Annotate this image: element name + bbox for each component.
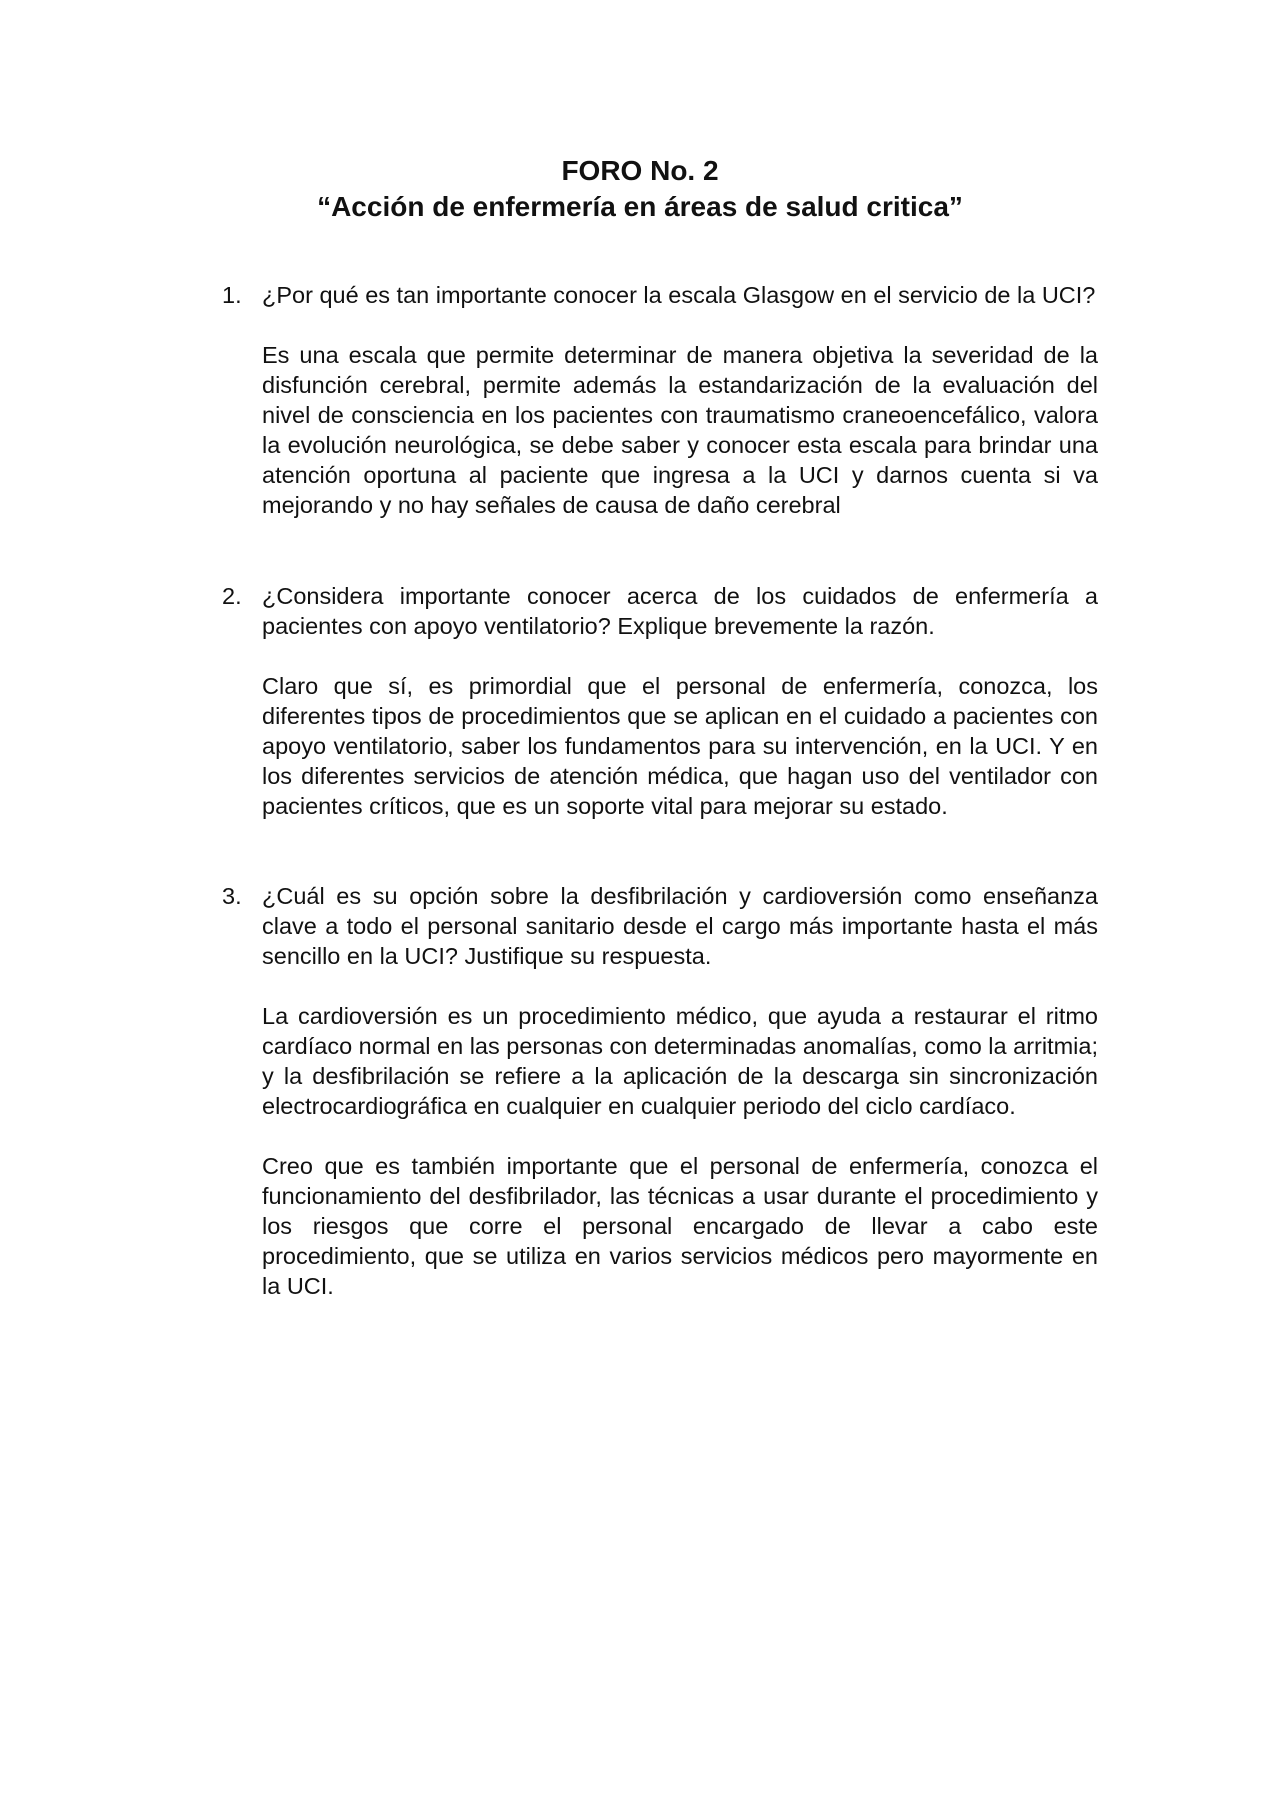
question-number: 2. <box>222 583 242 609</box>
answer-paragraph: Creo que es también importante que el personal de enfermería, conozca el funcionamiento del desfibrilador, las técnicas a usar durante el procedimiento y los riesgos que corre el personal encargado de llevar a cabo este procedimiento, que se utiliza en varios servicios médicos pero mayormente en la UCI. <box>262 1153 1098 1299</box>
question-item <box>222 881 1098 1301</box>
answer-paragraph: La cardioversión es un procedimiento médico, que ayuda a restaurar el ritmo cardíaco normal en las personas con determinadas anomalías, como la arritmia; y la desfibrilación se refiere a la aplicación de la descarga sin sincronización electrocardiográfica en cualquier en cualquier periodo del ciclo cardíaco. <box>262 1003 1098 1119</box>
question-number: 1. <box>222 282 242 308</box>
question-item <box>222 280 1098 520</box>
question-item <box>222 581 1098 821</box>
question-text: ¿Cuál es su opción sobre la desfibrilación y cardioversión como enseñanza clave a todo el personal sanitario desde el cargo más importante hasta el más sencillo en la UCI? Justifique su respuesta. <box>262 883 1098 969</box>
question-list <box>222 280 1098 1301</box>
question-text: ¿Por qué es tan importante conocer la escala Glasgow en el servicio de la UCI? <box>262 282 1096 308</box>
answer-paragraph: Es una escala que permite determinar de manera objetiva la severidad de la disfunción cerebral, permite además la estandarización de la evaluación del nivel de consciencia en los pacientes con traumatismo craneoencefálico, valora la evolución neurológica, se debe saber y conocer esta escala para brindar una atención oportuna al paciente que ingresa a la UCI y darnos cuenta si va mejorando y no hay señales de causa de daño cerebral <box>262 342 1098 518</box>
document-header <box>0 153 1280 225</box>
question-number: 3. <box>222 883 242 909</box>
document-title: FORO No. 2 <box>561 155 719 186</box>
question-text: ¿Considera importante conocer acerca de los cuidados de enfermería a pacientes con apoyo ventilatorio? Explique brevemente la razón. <box>262 583 1098 639</box>
document-subtitle: “Acción de enfermería en áreas de salud critica” <box>317 191 963 222</box>
answer-paragraph: Claro que sí, es primordial que el personal de enfermería, conozca, los diferentes tipos de procedimientos que se aplican en el cuidado a pacientes con apoyo ventilatorio, saber los fundamentos para su intervención, en la UCI. Y en los diferentes servicios de atención médica, que hagan uso del ventilador con pacientes críticos, que es un soporte vital para mejorar su estado. <box>262 673 1098 819</box>
